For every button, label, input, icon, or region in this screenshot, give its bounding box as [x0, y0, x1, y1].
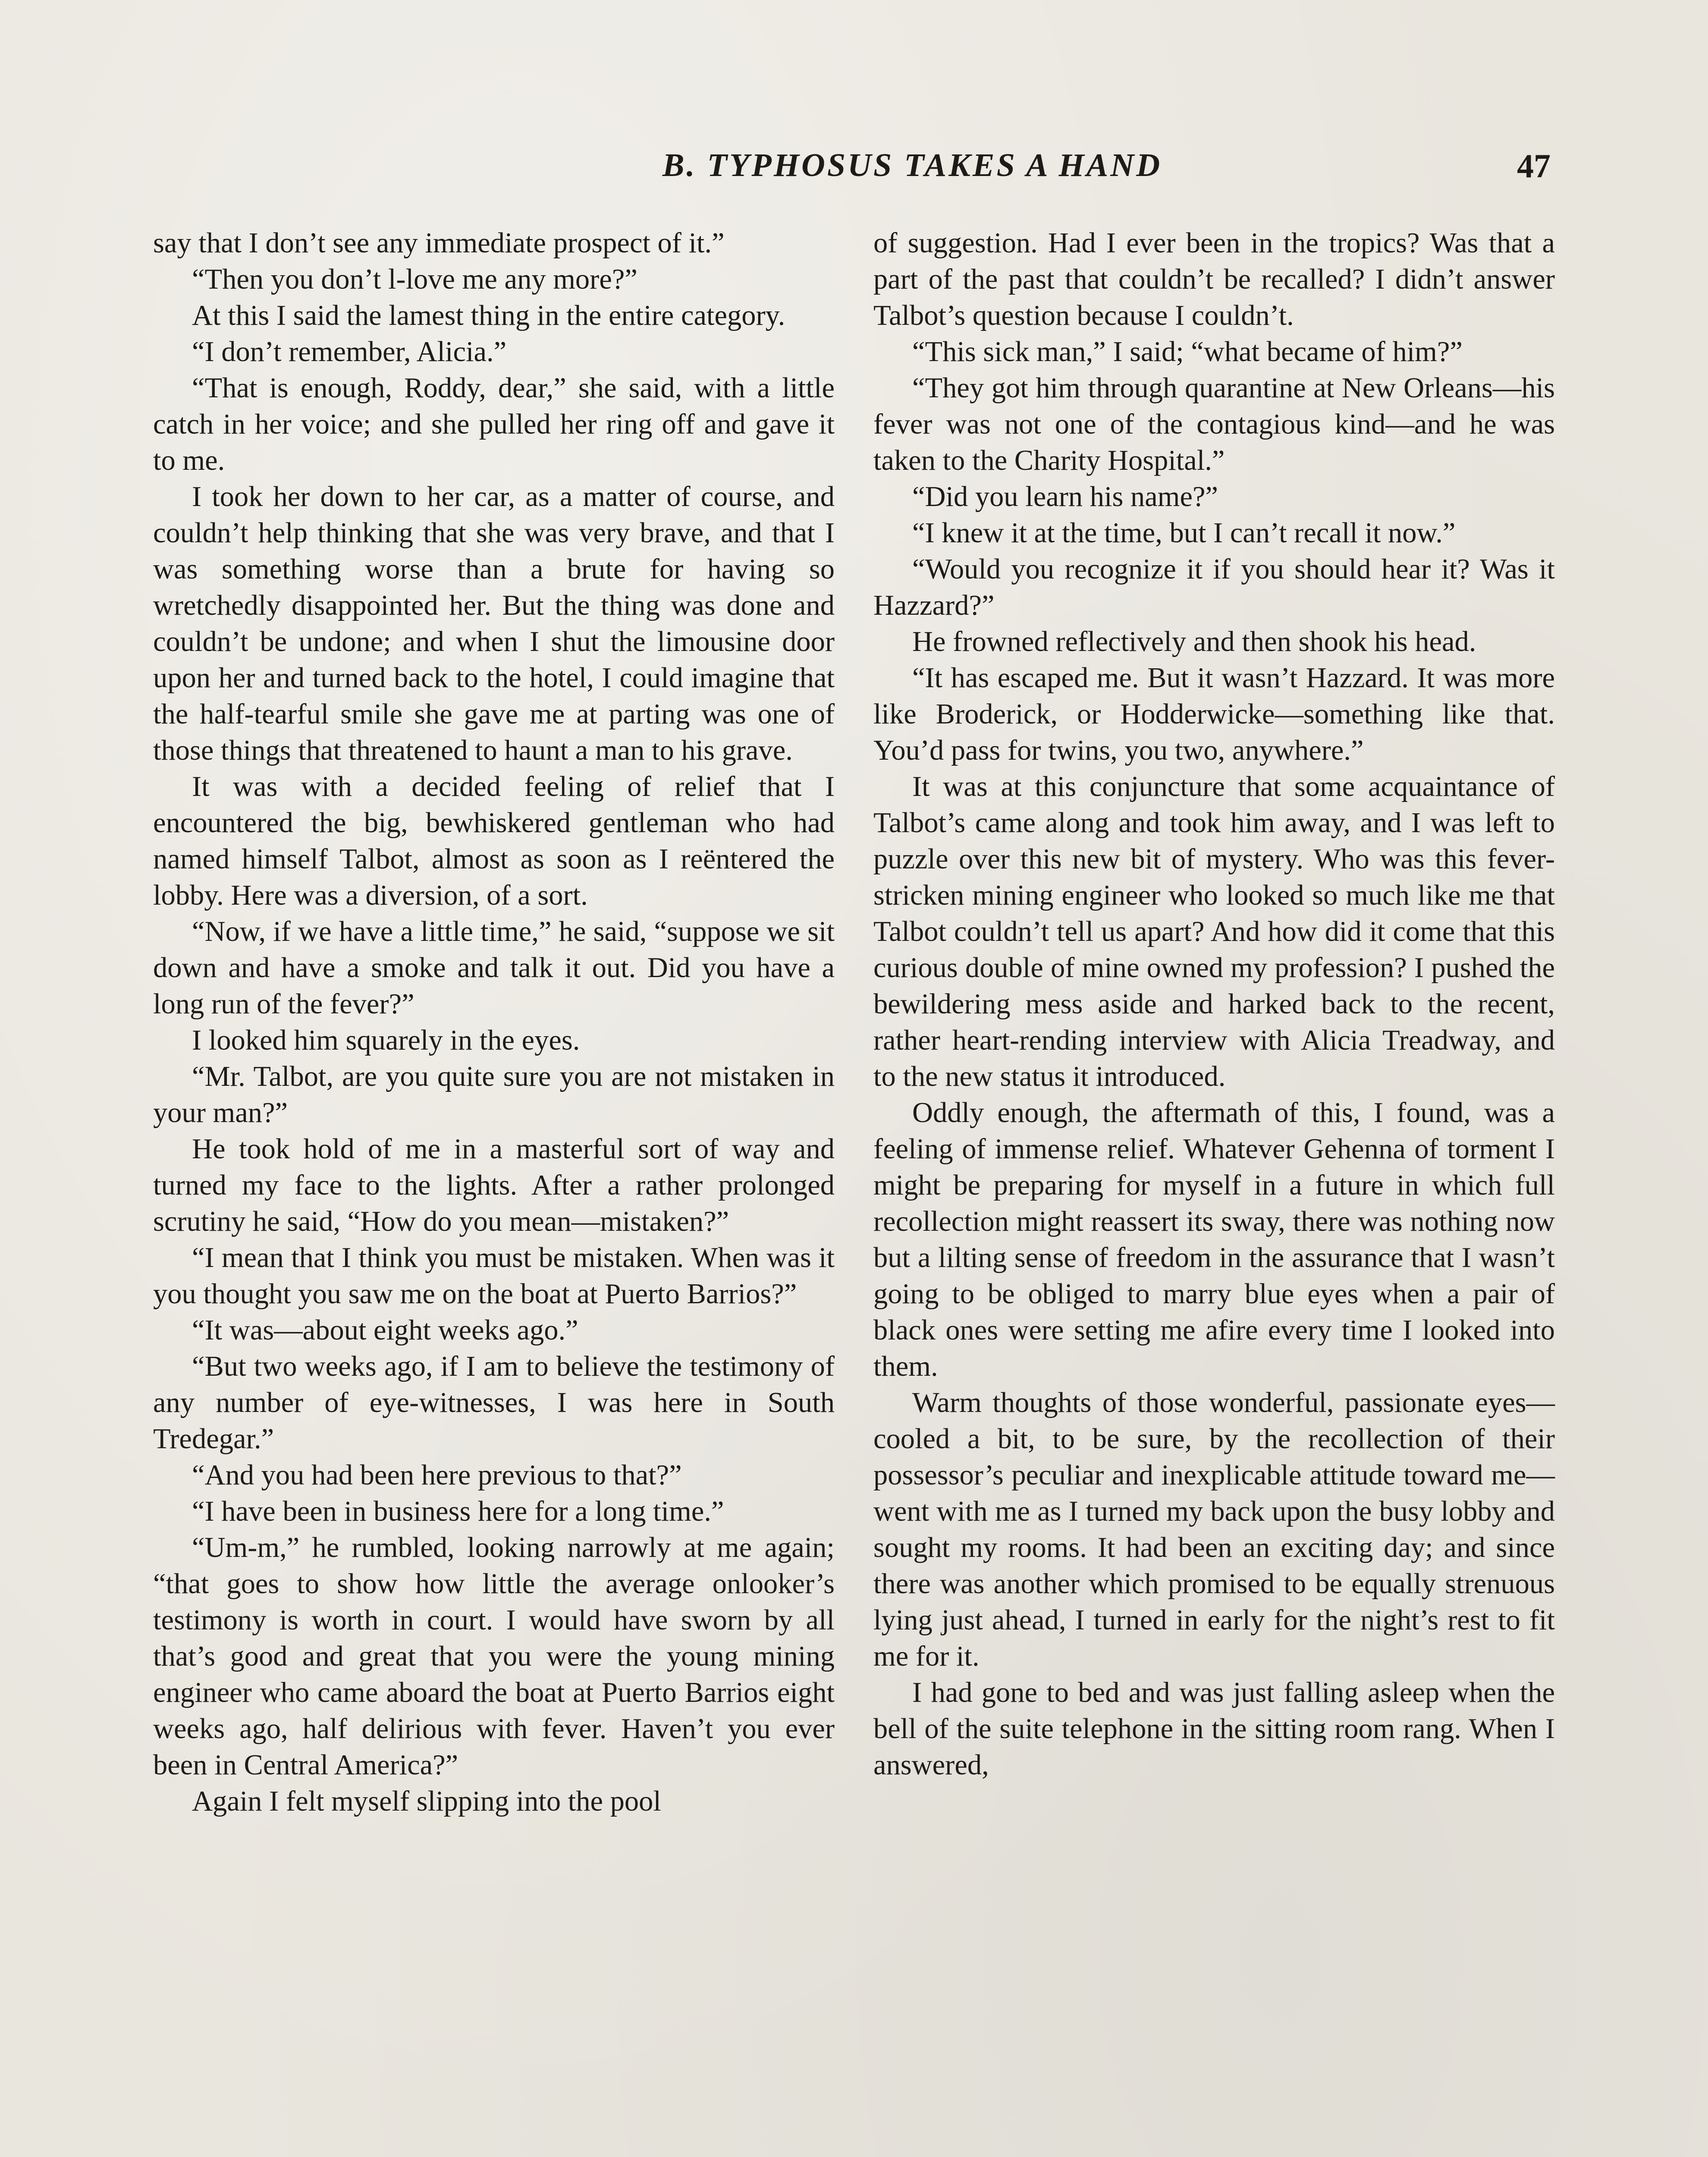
paragraph: “This sick man,” I said; “what became of him?” [912, 336, 1463, 368]
page-number: 47 [1517, 147, 1551, 185]
paragraph: “Now, if we have a little time,” he said, “suppose we sit down and have a smoke and talk it out. Did you have a long run of the fever?” [153, 916, 835, 1020]
paragraph: “I have been in business here for a long time.” [192, 1496, 724, 1527]
paragraph: I had gone to bed and was just falling asleep when the bell of the suite telephone in the sitting room rang. When I answered, [873, 1677, 1555, 1781]
paragraph: “Mr. Talbot, are you quite sure you are not mistaken in your man?” [153, 1061, 835, 1129]
paragraph: He frowned reflectively and then shook his head. [912, 626, 1476, 657]
paragraph: “Um-m,” he rumbled, looking narrowly at me again; “that goes to show how little the average onlooker’s testimony is worth in court. I would have sworn by all that’s good and great that you were the young mining engineer who came aboard the boat at Puerto Barrios eight weeks ago, half delirious with fever. Haven’t you ever been in Central America?” [153, 1532, 835, 1781]
paragraph: “But two weeks ago, if I am to believe the testimony of any number of eye-witnesses, I was here in South Tredegar.” [153, 1351, 835, 1455]
paragraph: “Then you don’t l-love me any more?” [192, 264, 637, 295]
paragraph: “Did you learn his name?” [912, 481, 1218, 513]
paragraph: It was at this conjuncture that some acquaintance of Talbot’s came along and took him away, and I was left to puzzle over this new bit of mystery. Who was this fever-stricken mining engineer who looked so much like me that Talbot couldn’t tell us apart? And how did it come that this curious double of mine owned my profession? I pushed the bewildering mess aside and harked back to the recent, rather heart-rending interview with Alicia Treadway, and to the new status it introduced. [873, 771, 1555, 1092]
paragraph: “It has escaped me. But it wasn’t Hazzard. It was more like Broderick, or Hodderwicke—something like that. You’d pass for twins, you two, anywhere.” [873, 662, 1555, 766]
paragraph: “Would you recognize it if you should hear it? Was it Hazzard?” [873, 553, 1555, 621]
paragraph: It was with a decided feeling of relief that I encountered the big, bewhiskered gentleman who had named himself Talbot, almost as soon as I reëntered the lobby. Here was a diversion, of a sort. [153, 771, 835, 911]
running-title: B. TYPHOSUS TAKES A HAND [662, 147, 1162, 183]
paragraph: “I mean that I think you must be mistaken. When was it you thought you saw me on the boat at Puerto Barrios?” [153, 1242, 835, 1310]
paragraph: of suggestion. Had I ever been in the tropics? Was that a part of the past that couldn’t be recalled? I didn’t answer Talbot’s question because I couldn’t. [873, 227, 1555, 331]
paragraph: “They got him through quarantine at New Orleans—his fever was not one of the contagious kind—and he was taken to the Charity Hospital.” [873, 372, 1555, 476]
paragraph: “I knew it at the time, but I can’t recall it now.” [912, 517, 1456, 549]
paragraph: “That is enough, Roddy, dear,” she said, with a little catch in her voice; and she pulled her ring off and gave it to me. [153, 372, 835, 476]
paragraph: “It was—about eight weeks ago.” [192, 1314, 578, 1346]
paragraph: I looked him squarely in the eyes. [192, 1025, 580, 1056]
left-text-column [153, 225, 835, 1820]
right-text-column [873, 225, 1555, 1783]
paragraph: I took her down to her car, as a matter of course, and couldn’t help thinking that she was very brave, and that I was something worse than a brute for having so wretchedly disappointed her. But the thing was done and couldn’t be undone; and when I shut the limousine door upon her and turned back to the hotel, I could imagine that the half-tearful smile she gave me at parting was one of those things that threatened to haunt a man to his grave. [153, 481, 835, 766]
page-header [153, 147, 1551, 194]
paragraph: Again I felt myself slipping into the pool [192, 1786, 661, 1817]
paragraph: He took hold of me in a masterful sort of way and turned my face to the lights. After a rather prolonged scrutiny he said, “How do you mean—mistaken?” [153, 1133, 835, 1237]
paragraph: “And you had been here previous to that?” [192, 1459, 682, 1491]
paragraph: “I don’t remember, Alicia.” [192, 336, 507, 368]
paragraph: Warm thoughts of those wonderful, passionate eyes—cooled a bit, to be sure, by the recollection of their possessor’s peculiar and inexplicable attitude toward me—went with me as I turned my back upon the busy lobby and sought my rooms. It had been an exciting day; and since there was another which promised to be equally strenuous lying just ahead, I turned in early for the night’s rest to fit me for it. [873, 1387, 1555, 1672]
paragraph: say that I don’t see any immediate prospect of it.” [153, 227, 725, 259]
paragraph: At this I said the lamest thing in the entire category. [192, 300, 785, 331]
paragraph: Oddly enough, the aftermath of this, I found, was a feeling of immense relief. Whatever Gehenna of torment I might be preparing for myself in a future in which full recollection might reassert its sway, there was nothing now but a lilting sense of freedom in the assurance that I wasn’t going to be obliged to marry blue eyes when a pair of black ones were setting me afire every time I looked into them. [873, 1097, 1555, 1382]
